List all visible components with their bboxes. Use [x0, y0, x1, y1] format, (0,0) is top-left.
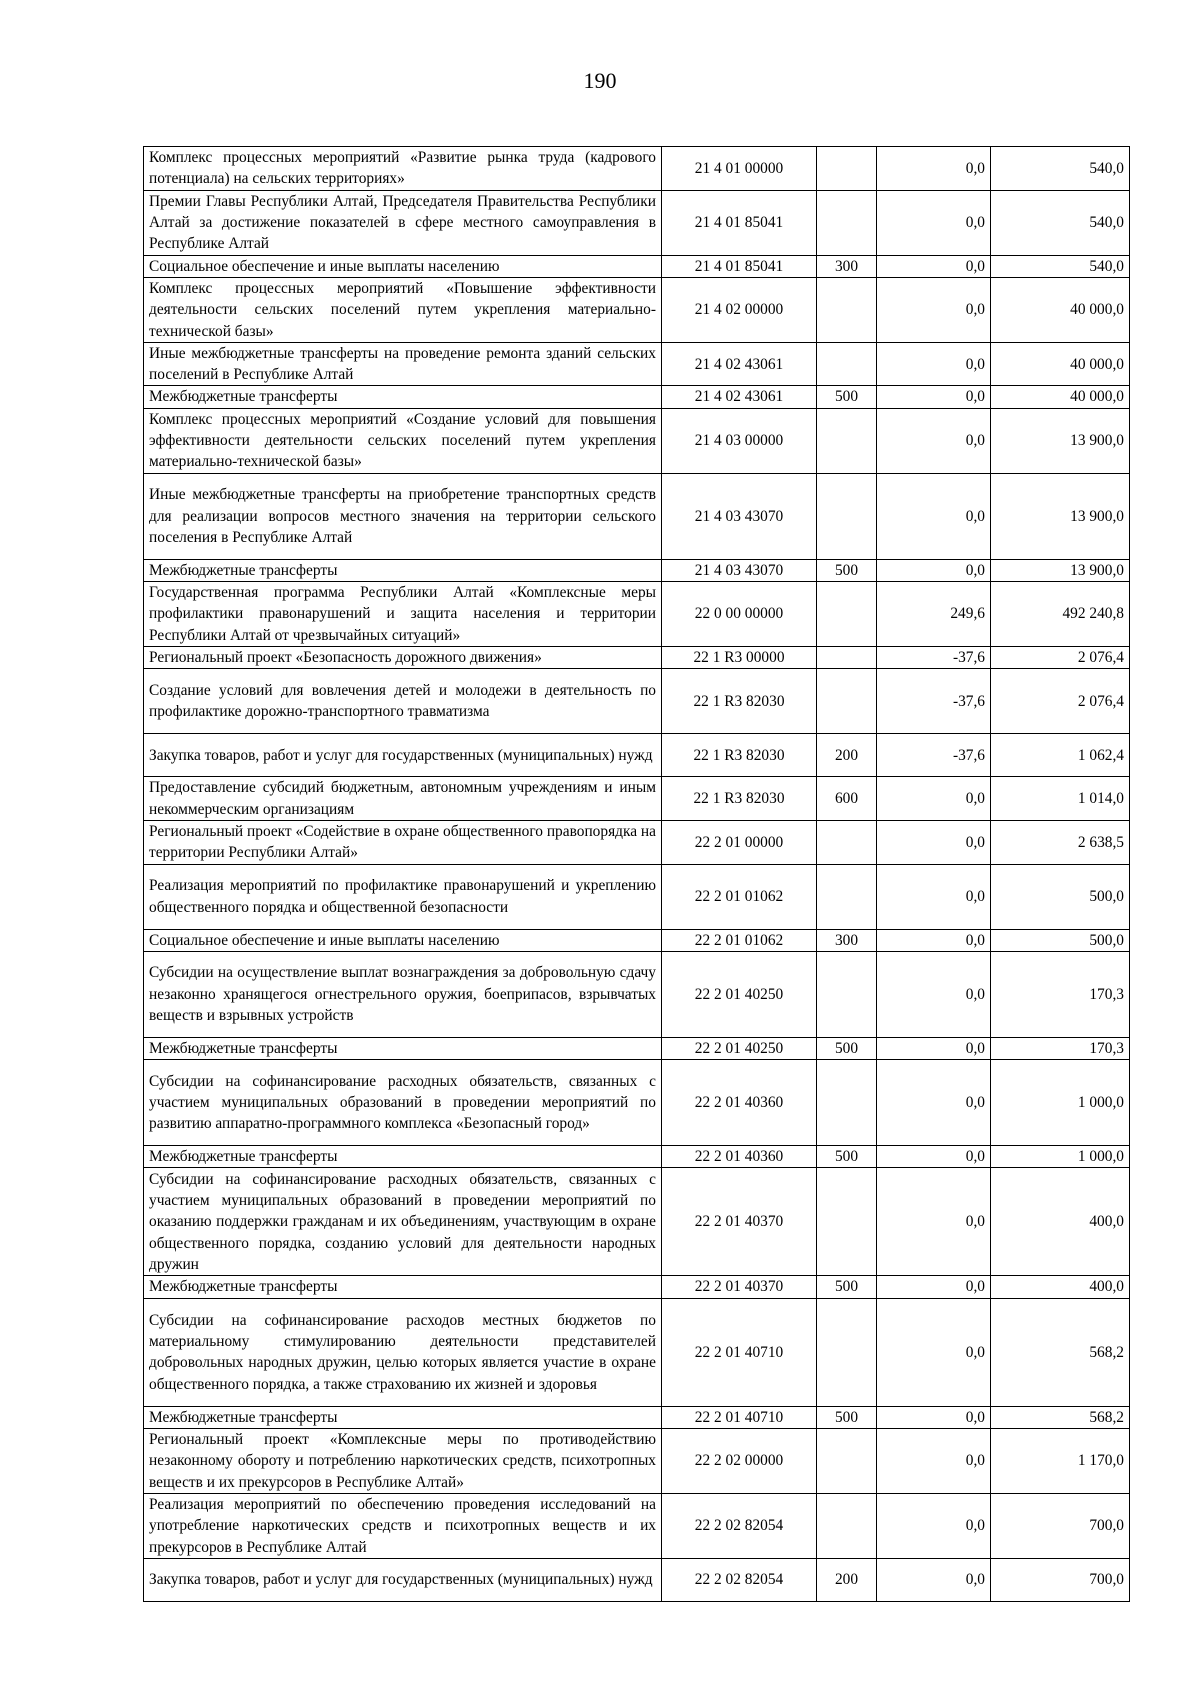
row-change-amount-cell: 0,0 — [877, 1298, 991, 1406]
row-code-cell: 21 4 01 00000 — [662, 147, 817, 191]
table-row — [144, 647, 1130, 669]
row-name-cell: Межбюджетные трансферты — [144, 386, 662, 408]
row-expense-type-cell — [817, 669, 877, 734]
row-total-amount-cell: 568,2 — [991, 1298, 1130, 1406]
row-expense-type-cell — [817, 1494, 877, 1559]
row-name-cell: Субсидии на софинансирование расходных обязательств, связанных с участием муниципальных образований в проведении мероприятий по развитию аппаратно-программного комплекса «Безопасный город» — [144, 1060, 662, 1146]
row-expense-type-cell: 500 — [817, 1146, 877, 1168]
row-change-amount-cell: 0,0 — [877, 929, 991, 951]
row-total-amount-cell: 540,0 — [991, 190, 1130, 255]
row-total-amount-cell: 2 076,4 — [991, 669, 1130, 734]
table-row — [144, 777, 1130, 821]
row-change-amount-cell: 0,0 — [877, 559, 991, 581]
row-total-amount-cell: 1 000,0 — [991, 1146, 1130, 1168]
row-code-cell: 22 2 01 00000 — [662, 820, 817, 864]
row-code-cell: 21 4 01 85041 — [662, 190, 817, 255]
row-expense-type-cell — [817, 820, 877, 864]
row-code-cell: 22 2 02 00000 — [662, 1429, 817, 1494]
row-name-cell: Социальное обеспечение и иные выплаты населению — [144, 929, 662, 951]
row-code-cell: 21 4 03 43070 — [662, 473, 817, 559]
row-name-cell: Иные межбюджетные трансферты на проведение ремонта зданий сельских поселений в Республике Алтай — [144, 342, 662, 386]
row-code-cell: 21 4 01 85041 — [662, 255, 817, 277]
table-row — [144, 1494, 1130, 1559]
row-expense-type-cell: 600 — [817, 777, 877, 821]
row-code-cell: 22 2 01 40250 — [662, 951, 817, 1037]
row-total-amount-cell: 40 000,0 — [991, 386, 1130, 408]
table-row — [144, 1298, 1130, 1406]
row-change-amount-cell: 0,0 — [877, 1276, 991, 1298]
row-name-cell: Субсидии на осуществление выплат вознаграждения за добровольную сдачу незаконно хранящегося огнестрельного оружия, боеприпасов, взрывчатых веществ и взрывных устройств — [144, 951, 662, 1037]
row-code-cell: 21 4 02 43061 — [662, 386, 817, 408]
row-change-amount-cell: -37,6 — [877, 734, 991, 777]
row-change-amount-cell: 0,0 — [877, 864, 991, 929]
row-total-amount-cell: 13 900,0 — [991, 408, 1130, 473]
row-name-cell: Субсидии на софинансирование расходных обязательств, связанных с участием муниципальных образований в проведении мероприятий по оказанию поддержки гражданам и их объединениям, участвующим в охране общественного порядка, созданию условий для деятельности народных дружин — [144, 1168, 662, 1276]
row-expense-type-cell — [817, 473, 877, 559]
row-name-cell: Предоставление субсидий бюджетным, автономным учреждениям и иным некоммерческим организациям — [144, 777, 662, 821]
row-name-cell: Межбюджетные трансферты — [144, 1276, 662, 1298]
row-name-cell: Межбюджетные трансферты — [144, 1037, 662, 1059]
row-expense-type-cell — [817, 951, 877, 1037]
row-change-amount-cell: 0,0 — [877, 408, 991, 473]
table-row — [144, 1276, 1130, 1298]
row-code-cell: 22 2 01 01062 — [662, 929, 817, 951]
row-change-amount-cell: 0,0 — [877, 777, 991, 821]
row-change-amount-cell: 0,0 — [877, 1037, 991, 1059]
table-row — [144, 147, 1130, 191]
row-change-amount-cell: 249,6 — [877, 582, 991, 647]
row-code-cell: 21 4 03 43070 — [662, 559, 817, 581]
table-row — [144, 277, 1130, 342]
table-row — [144, 1429, 1130, 1494]
row-change-amount-cell: 0,0 — [877, 1559, 991, 1602]
row-total-amount-cell: 1 000,0 — [991, 1060, 1130, 1146]
row-expense-type-cell — [817, 277, 877, 342]
table-row — [144, 669, 1130, 734]
row-expense-type-cell: 300 — [817, 255, 877, 277]
row-expense-type-cell: 200 — [817, 1559, 877, 1602]
table-row — [144, 408, 1130, 473]
row-code-cell: 21 4 02 43061 — [662, 342, 817, 386]
row-code-cell: 22 1 R3 82030 — [662, 669, 817, 734]
table-row — [144, 1037, 1130, 1059]
row-change-amount-cell: 0,0 — [877, 951, 991, 1037]
row-code-cell: 22 2 02 82054 — [662, 1559, 817, 1602]
row-code-cell: 21 4 03 00000 — [662, 408, 817, 473]
row-total-amount-cell: 500,0 — [991, 864, 1130, 929]
row-expense-type-cell — [817, 342, 877, 386]
row-name-cell: Реализация мероприятий по обеспечению проведения исследований на употребление наркотических средств и психотропных веществ и их прекурсоров в Республике Алтай — [144, 1494, 662, 1559]
row-change-amount-cell: 0,0 — [877, 255, 991, 277]
row-expense-type-cell — [817, 1060, 877, 1146]
row-total-amount-cell: 568,2 — [991, 1406, 1130, 1428]
table-row — [144, 1559, 1130, 1602]
row-expense-type-cell — [817, 1429, 877, 1494]
row-change-amount-cell: 0,0 — [877, 1146, 991, 1168]
row-total-amount-cell: 13 900,0 — [991, 559, 1130, 581]
row-code-cell: 21 4 02 00000 — [662, 277, 817, 342]
row-expense-type-cell: 200 — [817, 734, 877, 777]
row-expense-type-cell — [817, 647, 877, 669]
row-name-cell: Межбюджетные трансферты — [144, 559, 662, 581]
row-code-cell: 22 1 R3 00000 — [662, 647, 817, 669]
row-name-cell: Региональный проект «Комплексные меры по противодействию незаконному обороту и потреблению наркотических средств, психотропных веществ и их прекурсоров в Республике Алтай» — [144, 1429, 662, 1494]
table-row — [144, 1060, 1130, 1146]
row-code-cell: 22 2 01 40360 — [662, 1146, 817, 1168]
table-row — [144, 1146, 1130, 1168]
row-total-amount-cell: 540,0 — [991, 255, 1130, 277]
row-name-cell: Комплекс процессных мероприятий «Повышение эффективности деятельности сельских поселений путем укрепления материально-технической базы» — [144, 277, 662, 342]
row-expense-type-cell — [817, 582, 877, 647]
table-row — [144, 582, 1130, 647]
row-code-cell: 22 1 R3 82030 — [662, 734, 817, 777]
row-change-amount-cell: -37,6 — [877, 669, 991, 734]
row-name-cell: Иные межбюджетные трансферты на приобретение транспортных средств для реализации вопросов местного значения на территории сельского поселения в Республике Алтай — [144, 473, 662, 559]
row-change-amount-cell: 0,0 — [877, 1494, 991, 1559]
table-row — [144, 820, 1130, 864]
row-change-amount-cell: 0,0 — [877, 147, 991, 191]
row-change-amount-cell: 0,0 — [877, 1429, 991, 1494]
row-name-cell: Реализация мероприятий по профилактике правонарушений и укреплению общественного порядка и общественной безопасности — [144, 864, 662, 929]
row-name-cell: Государственная программа Республики Алтай «Комплексные меры профилактики правонарушений и защита населения и территории Республики Алтай от чрезвычайных ситуаций» — [144, 582, 662, 647]
row-code-cell: 22 2 01 40370 — [662, 1276, 817, 1298]
row-expense-type-cell: 500 — [817, 1276, 877, 1298]
row-total-amount-cell: 700,0 — [991, 1494, 1130, 1559]
row-expense-type-cell — [817, 408, 877, 473]
row-expense-type-cell: 500 — [817, 559, 877, 581]
row-change-amount-cell: -37,6 — [877, 647, 991, 669]
row-change-amount-cell: 0,0 — [877, 277, 991, 342]
row-total-amount-cell: 540,0 — [991, 147, 1130, 191]
row-total-amount-cell: 2 638,5 — [991, 820, 1130, 864]
table-row — [144, 864, 1130, 929]
row-name-cell: Закупка товаров, работ и услуг для государственных (муниципальных) нужд — [144, 734, 662, 777]
table-row — [144, 951, 1130, 1037]
page-number: 190 — [583, 68, 617, 93]
row-expense-type-cell: 500 — [817, 1037, 877, 1059]
table-row — [144, 190, 1130, 255]
row-total-amount-cell: 170,3 — [991, 1037, 1130, 1059]
row-code-cell: 22 2 01 40250 — [662, 1037, 817, 1059]
row-change-amount-cell: 0,0 — [877, 342, 991, 386]
row-total-amount-cell: 1 014,0 — [991, 777, 1130, 821]
row-change-amount-cell: 0,0 — [877, 473, 991, 559]
table-row — [144, 559, 1130, 581]
row-name-cell: Межбюджетные трансферты — [144, 1406, 662, 1428]
row-expense-type-cell: 300 — [817, 929, 877, 951]
row-total-amount-cell: 40 000,0 — [991, 277, 1130, 342]
row-name-cell: Социальное обеспечение и иные выплаты населению — [144, 255, 662, 277]
row-total-amount-cell: 13 900,0 — [991, 473, 1130, 559]
row-total-amount-cell: 400,0 — [991, 1168, 1130, 1276]
row-code-cell: 22 1 R3 82030 — [662, 777, 817, 821]
row-change-amount-cell: 0,0 — [877, 190, 991, 255]
table-row — [144, 342, 1130, 386]
row-name-cell: Комплекс процессных мероприятий «Создание условий для повышения эффективности деятельности сельских поселений путем укрепления материально-технической базы» — [144, 408, 662, 473]
row-expense-type-cell — [817, 1168, 877, 1276]
row-expense-type-cell — [817, 147, 877, 191]
row-total-amount-cell: 1 062,4 — [991, 734, 1130, 777]
row-total-amount-cell: 400,0 — [991, 1276, 1130, 1298]
row-name-cell: Субсидии на софинансирование расходов местных бюджетов по материальному стимулированию деятельности представителей добровольных народных дружин, целью которых является участие в охране общественного порядка, а также страхованию их жизней и здоровья — [144, 1298, 662, 1406]
row-code-cell: 22 0 00 00000 — [662, 582, 817, 647]
row-name-cell: Межбюджетные трансферты — [144, 1146, 662, 1168]
row-name-cell: Комплекс процессных мероприятий «Развитие рынка труда (кадрового потенциала) на сельских территориях» — [144, 147, 662, 191]
row-expense-type-cell — [817, 190, 877, 255]
row-total-amount-cell: 2 076,4 — [991, 647, 1130, 669]
row-change-amount-cell: 0,0 — [877, 820, 991, 864]
table-row — [144, 734, 1130, 777]
row-name-cell: Создание условий для вовлечения детей и молодежи в деятельность по профилактике дорожно-транспортного травматизма — [144, 669, 662, 734]
row-total-amount-cell: 700,0 — [991, 1559, 1130, 1602]
table-row — [144, 1406, 1130, 1428]
row-expense-type-cell: 500 — [817, 1406, 877, 1428]
row-code-cell: 22 2 01 40710 — [662, 1298, 817, 1406]
table-row — [144, 473, 1130, 559]
row-change-amount-cell: 0,0 — [877, 386, 991, 408]
row-name-cell: Региональный проект «Содействие в охране общественного правопорядка на территории Республики Алтай» — [144, 820, 662, 864]
row-total-amount-cell: 170,3 — [991, 951, 1130, 1037]
row-name-cell: Региональный проект «Безопасность дорожного движения» — [144, 647, 662, 669]
table-row — [144, 929, 1130, 951]
row-name-cell: Закупка товаров, работ и услуг для государственных (муниципальных) нужд — [144, 1559, 662, 1602]
row-change-amount-cell: 0,0 — [877, 1060, 991, 1146]
row-name-cell: Премии Главы Республики Алтай, Председателя Правительства Республики Алтай за достижение показателей в сфере местного самоуправления в Республике Алтай — [144, 190, 662, 255]
row-expense-type-cell: 500 — [817, 386, 877, 408]
budget-table — [143, 146, 1130, 1602]
table-row — [144, 386, 1130, 408]
row-expense-type-cell — [817, 1298, 877, 1406]
row-code-cell: 22 2 01 40360 — [662, 1060, 817, 1146]
row-expense-type-cell — [817, 864, 877, 929]
table-row — [144, 1168, 1130, 1276]
row-code-cell: 22 2 01 40370 — [662, 1168, 817, 1276]
row-code-cell: 22 2 01 01062 — [662, 864, 817, 929]
row-total-amount-cell: 500,0 — [991, 929, 1130, 951]
table-row — [144, 255, 1130, 277]
row-code-cell: 22 2 01 40710 — [662, 1406, 817, 1428]
row-change-amount-cell: 0,0 — [877, 1168, 991, 1276]
row-total-amount-cell: 492 240,8 — [991, 582, 1130, 647]
row-total-amount-cell: 1 170,0 — [991, 1429, 1130, 1494]
row-change-amount-cell: 0,0 — [877, 1406, 991, 1428]
row-code-cell: 22 2 02 82054 — [662, 1494, 817, 1559]
row-total-amount-cell: 40 000,0 — [991, 342, 1130, 386]
